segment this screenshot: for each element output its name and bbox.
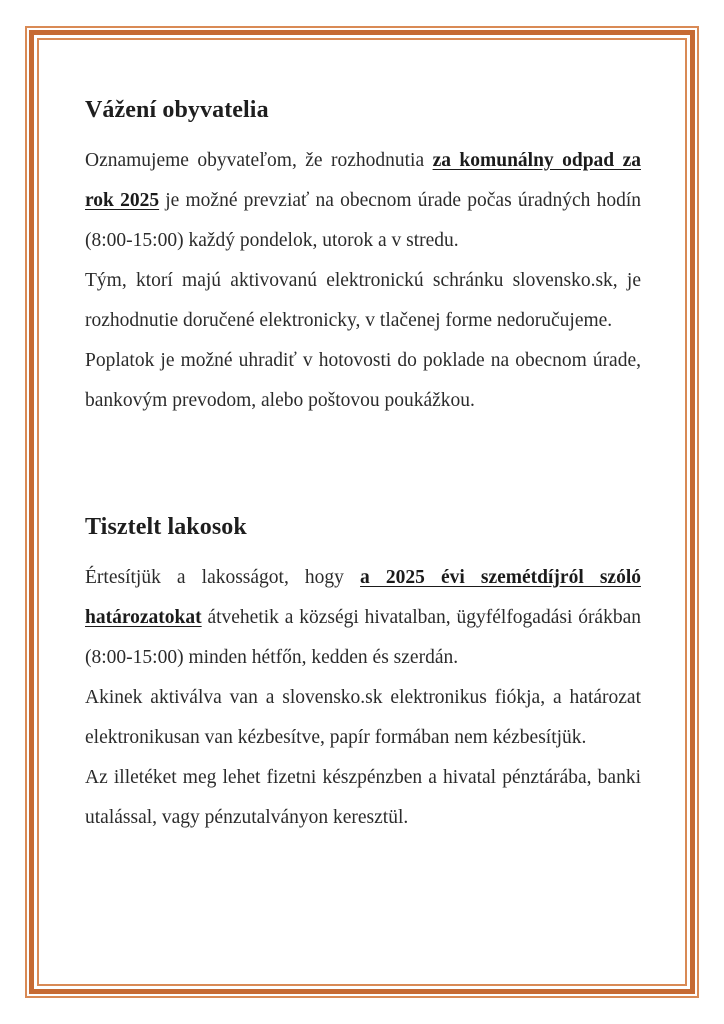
emphasized-phrase-komunalny-odpad: za komunálny odpad za rok 2025	[85, 149, 641, 211]
paragraph-text-after: je možné prevziať na obecnom úrade počas úradných hodín (8:00-15:00) každý pondelok, utorok a v stredu.	[85, 189, 641, 251]
paragraph-text-before: Oznamujeme obyvateľom, že rozhodnutia	[85, 149, 433, 171]
paragraph-hungarian-1	[85, 558, 641, 678]
section-heading-slovak: Vážení obyvatelia	[85, 97, 269, 123]
notice-section-slovak	[85, 96, 641, 421]
paragraph-hungarian-3: Az illetéket meg lehet fizetni készpénzben a hivatal pénztárába, banki utalással, vagy pénzutalványon keresztül.	[85, 766, 641, 828]
section-heading-hungarian: Tisztelt lakosok	[85, 513, 247, 540]
paragraph-slovak-3: Poplatok je možné uhradiť v hotovosti do poklade na obecnom úrade, bankovým prevodom, alebo poštovou poukážkou.	[85, 349, 641, 411]
paragraph-text-before: Értesítjük a lakosságot, hogy	[85, 566, 361, 588]
emphasized-phrase-szemetdijrol-hatarozatokat: a 2025 évi szemétdíjról szóló határozatokat	[85, 566, 641, 628]
document-content	[85, 96, 641, 838]
paragraph-slovak-1	[85, 141, 641, 261]
paragraph-text-after: átvehetik a községi hivatalban, ügyfélfogadási órákban (8:00-15:00) minden hétfőn, kedden és szerdán.	[85, 606, 641, 668]
notice-section-hungarian	[85, 513, 641, 838]
paragraph-hungarian-2: Akinek aktiválva van a slovensko.sk elektronikus fiókja, a határozat elektronikusan van kézbesítve, papír formában nem kézbesítjük.	[85, 686, 641, 748]
paragraph-slovak-2: Tým, ktorí majú aktivovanú elektronickú schránku slovensko.sk, je rozhodnutie doručené elektronicky, v tlačenej forme nedoručujeme.	[85, 269, 641, 331]
